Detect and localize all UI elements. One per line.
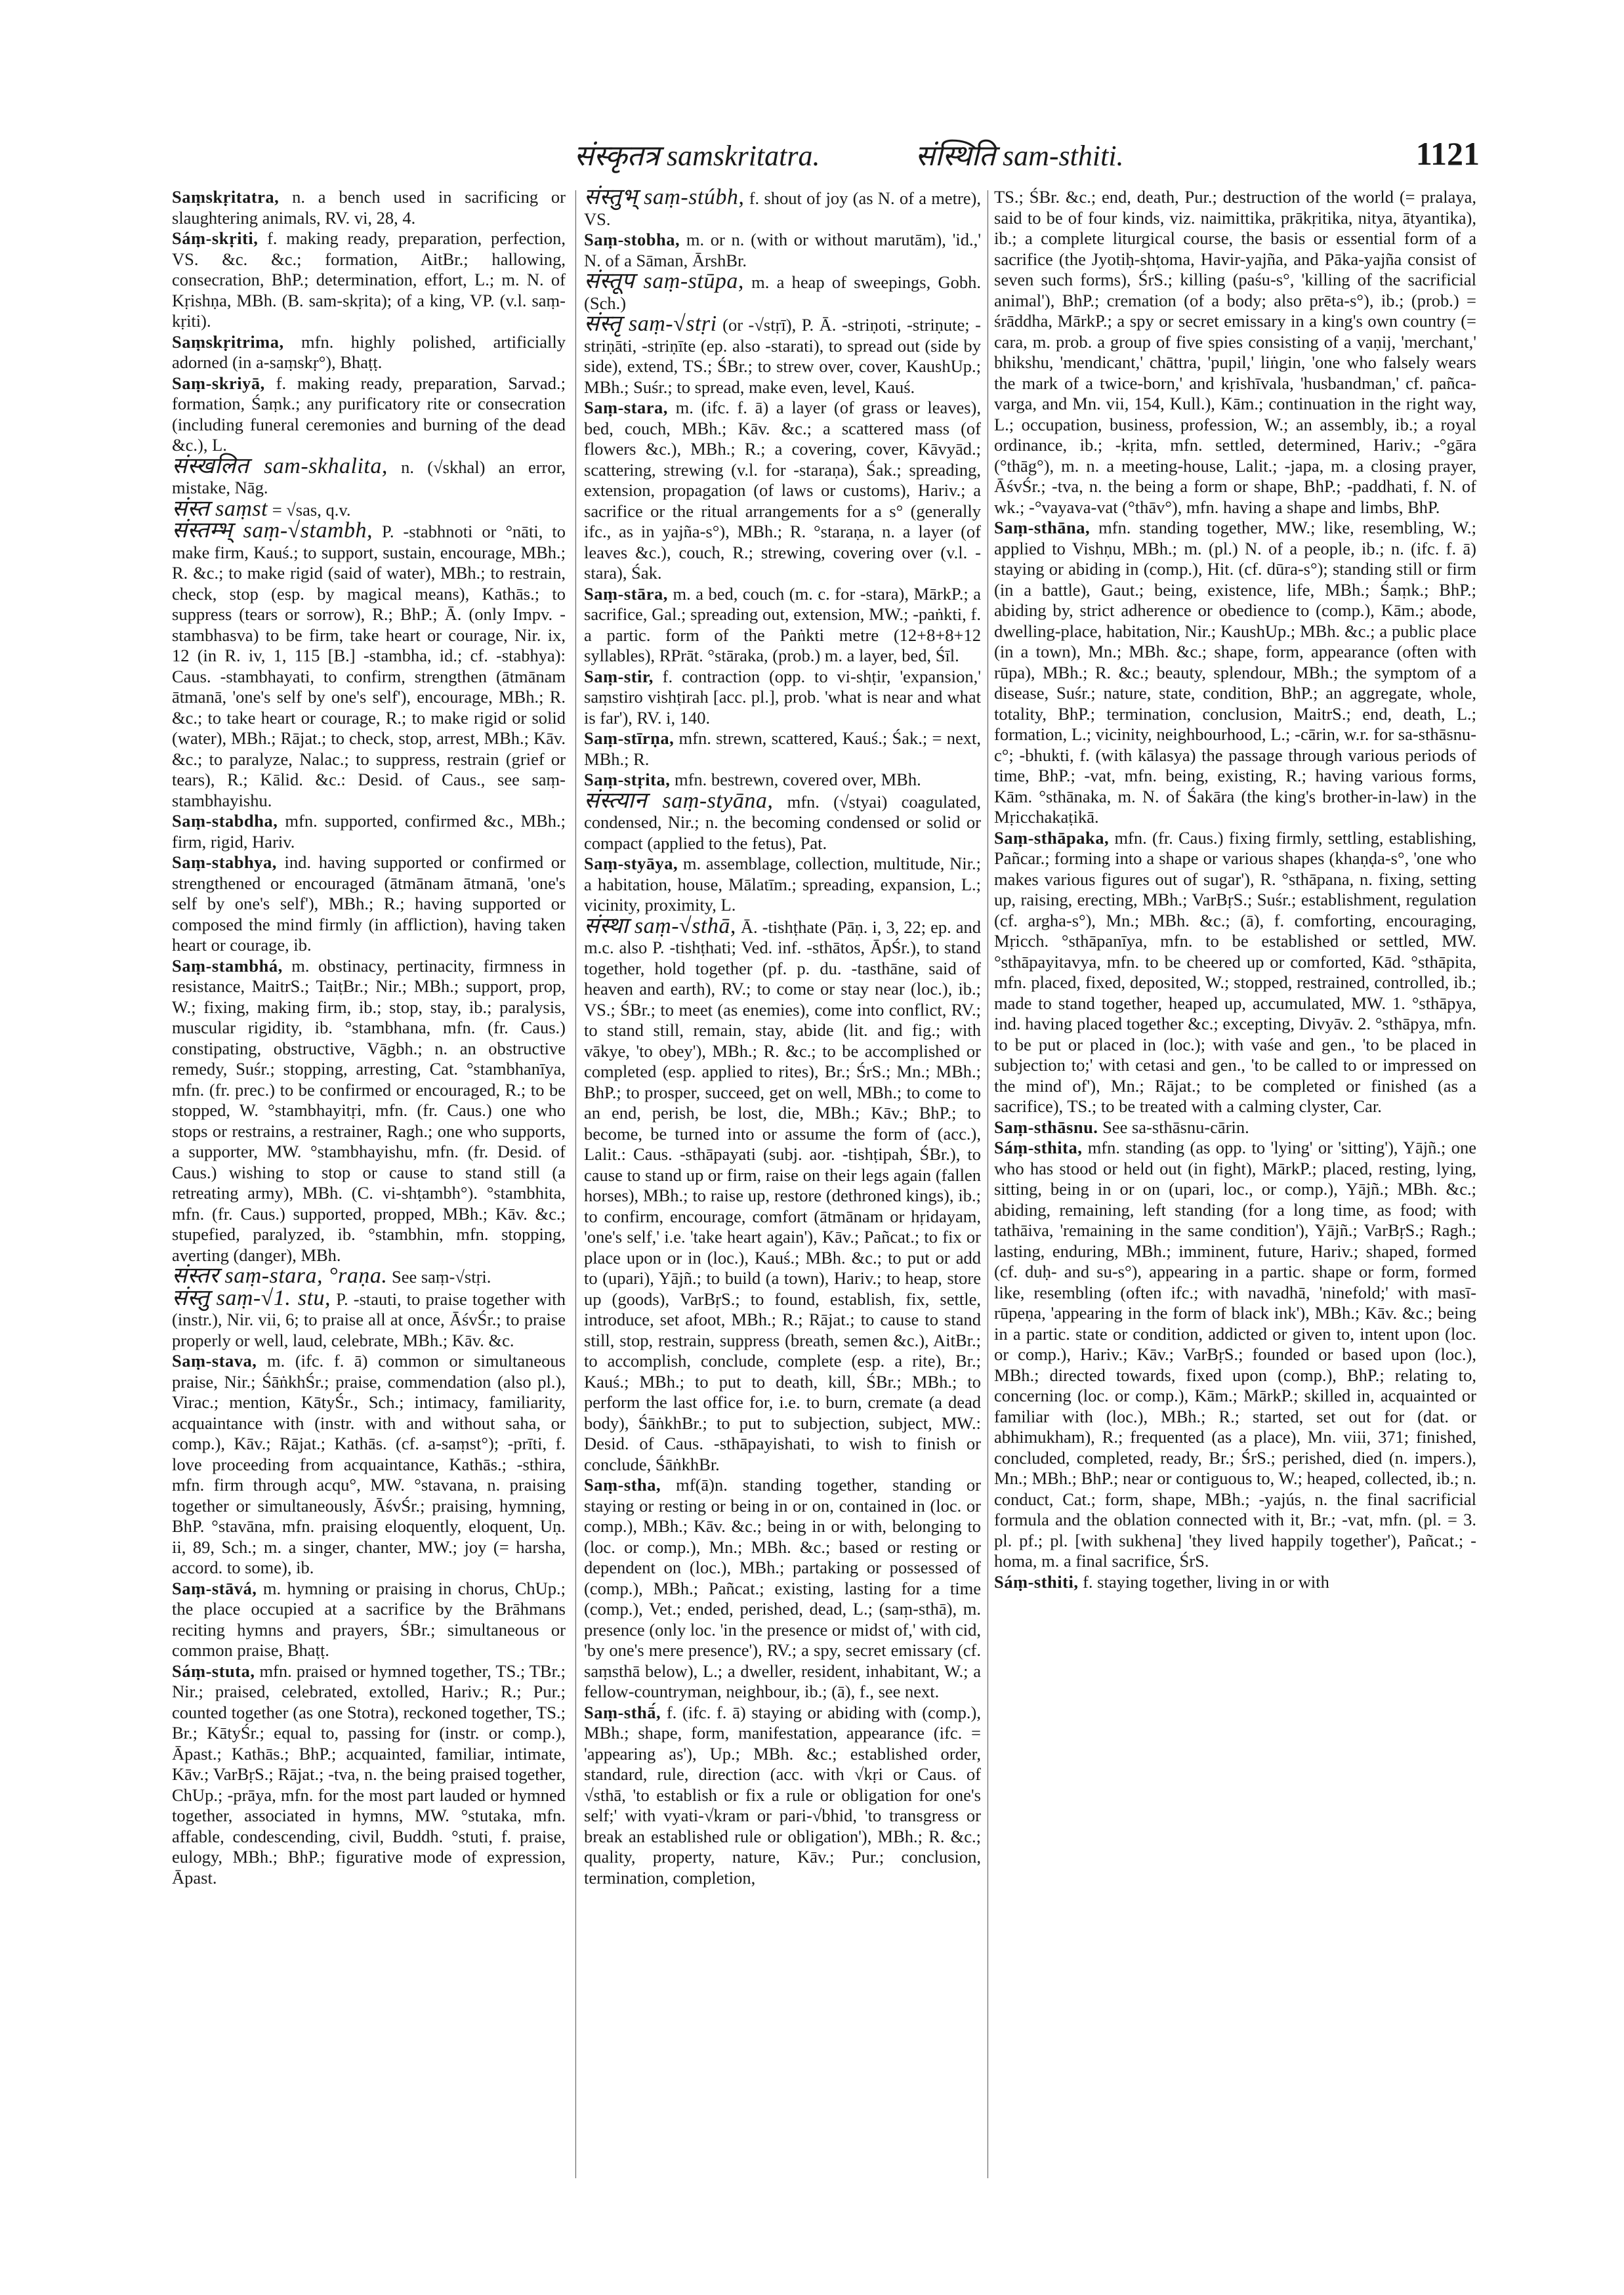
entry-definition: f. (ifc. f. ā) staying or abiding with (comp.), MBh.; shape, form, manifestation, appearance (ifc. = 'appearing as'), Up.; MBh. &c.; established order, standard, rule, direction (acc. with √kṛi or Caus. of √sthā, 'to establish or fix a rule or obligation for one's self;' with vyati-√kram or pari-√bhid, 'to transgress or break an established rule or obligation'), MBh.; R. &c.; quality, property, nature, Kāv.; Pur.; conclusion, termination, completion, [584, 1702, 982, 1888]
entry-definition: f. shout of joy (as N. of a metre), VS. [584, 188, 982, 229]
entry-definition: = √sas, q.v. [272, 499, 351, 520]
entry-headword: संस्तर saṃ-stara, °raṇa. [172, 1264, 388, 1288]
entry-headword: Saṃ-stava, [172, 1351, 257, 1371]
entry-headword: Saṃ-stara, [584, 398, 668, 417]
entry-definition: m. or n. (with or without marutām), 'id.,' N. of a Sāman, ĀrshBr. [584, 230, 981, 270]
entry-headword: Sáṃ-stuta, [172, 1661, 255, 1681]
entry-headword: Saṃ-stambhá, [172, 955, 283, 976]
entry-headword: Saṃ-stāra, [584, 583, 668, 604]
entry-headword: Saṃ-stabhya, [172, 852, 277, 872]
dictionary-entry [172, 956, 566, 1266]
entry-definition: m. (ifc. f. ā) a layer (of grass or leaves), bed, couch, MBh.; Kāv. &c.; a scattered mass (of flowers &c.), MBh.; R.; a covering, cover, Kāvyād.; scattering, strewing (v.l. for -staraṇa), Śak.; spreading, extension, propagation (of laws or customs), Hariv.; a sacrifice or the ritual arrangements for a s° (generally ifc., as in yajña-s°), MBh.; R. °staraṇa, n. a layer (of leaves &c.), couch, R.; strewing, covering over (v.l. -stara), Śak. [584, 398, 982, 583]
entry-definition: m. a heap of sweepings, Gobh. (Sch.) [584, 272, 982, 313]
entry-headword: Saṃ-stha, [584, 1475, 661, 1495]
entry-definition: See sa-sthāsnu-cārin. [1102, 1117, 1249, 1137]
entry-definition: Ā. -tishṭhate (Pāṇ. i, 3, 22; ep. and m.c. also P. -tishṭhati; Ved. inf. -sthātos, ĀpŚr.), to stand together, hold together (pf. p. du. -tasthāne, said of heaven and earth), RV.; to come or stay near (loc.), ib.; VS.; ŚBr.; to meet (as enemies), come into conflict, RV.; to stand still, remain, stay, abide (lit. and fig.; with vākye, 'to obey'), MBh.; R. &c.; to be accomplished or completed (esp. applied to rites), Br.; ŚrS.; Mn.; MBh.; BhP.; to prosper, succeed, get on well, MBh.; to come to an end, perish, be lost, die, MBh.; Kāv.; BhP.; to become, be turned into or assume the form of (acc.), Lalit.: Caus. -sthāpayati (subj. aor. -tishṭipah, ŚBr.), to cause to stand up or firm, raise on their legs again (fallen horses), MBh.; to raise up, restore (dethroned kings), ib.; to confirm, encourage, comfort (ātmānam or hṛidayam, 'one's self,' i.e. 'take heart again'), Kāv.; Pañcat.; to fix or place upon or in (loc.), Kauś.; MBh. &c.; to put or add to (upari), Yājñ.; to build (a town), Hariv.; to heap, store up (goods), VarBṛS.; to found, establish, fix, settle, introduce, set afoot, MBh.; R.; Rājat.; to cause to stand still, stop, restrain, suppress (breath, semen &c.), AitBr.; to accomplish, conclude, complete (esp. a rite), Br.; Kauś.; MBh.; to put to death, kill, ŚBr.; MBh.; to perform the last office for, i.e. to burn, cremate (a dead body), ŚāṅkhBr.; to put to subjection, subject, MW.: Desid. of Caus. -sthāpayishati, to wish to finish or conclude, ŚāṅkhBr. [584, 917, 981, 1474]
entry-headword: Saṃ-stṛita, [584, 770, 671, 789]
entry-definition: m. a bed, couch (m. c. for -stara), MārkP.; a sacrifice, Gal.; spreading out, extension, MW.; -paṅkti, f. a partic. form of the Paṅkti metre (12+8+8+12 syllables), RPrāt. °stāraka, (prob.) m. a layer, bed, Śīl. [584, 583, 981, 665]
page-number: 1121 [1415, 135, 1480, 172]
entry-headword: संस्तु saṃ-√1. stu, [172, 1285, 331, 1310]
entry-headword: Sáṃ-sthita, [994, 1138, 1083, 1157]
running-header [167, 134, 1480, 180]
dictionary-entry [584, 913, 981, 1476]
entry-definition: P. -stauti, to praise together with (instr.), Nir. vii, 6; to praise all at once, ĀśvŚr.; to praise properly or well, laud, celebrate, MBh.; Kāv. &c. [172, 1289, 566, 1350]
dictionary-entry [584, 854, 981, 916]
dictionary-entry [172, 811, 566, 852]
dictionary-entry [584, 1703, 981, 1889]
entry-definition: mfn. bestrewn, covered over, MBh. [674, 770, 921, 789]
entry-headword: Saṃ-sthā́, [584, 1702, 661, 1722]
dictionary-entry [172, 453, 566, 499]
entry-definition: mfn. standing (as opp. to 'lying' or 'sitting'), Yājñ.; one who has stood or held out (in fight), MārkP.; placed, resting, lying, sitting, being in or on (upari, loc., or comp.), Yājñ.; MBh. &c.; abiding, remaining, left standing (for a long time, as food; with tathāiva, 'remaining in the same condition'), Yājñ.; VarBṛS.; Ragh.; lasting, enduring, MBh.; imminent, future, Hariv.; shaped, formed (cf. duḥ- and su-s°), appearing in a partic. shape or form, formed like, resembling (often ifc.; with navadhā, 'ninefold;' with masī-rūpeṇa, 'appearing in the form of black ink'), MBh.; Kāv. &c.; being in a partic. state or condition, addicted or given to, intent upon (loc. or comp.), Hariv.; Kāv.; VarBṛS.; founded or based upon (loc.), MBh.; directed towards, fixed upon (comp.), BhP.; relating to, concerning (loc. or comp.), Kām.; MārkP.; skilled in, acquainted or familiar with (loc.), MBh.; R.; started, set out for (dat. or abhimukham), R.; frequented (as a place), Mn. viii, 371; finished, concluded, completed, ready, Br.; ŚrS.; perished, died (n. impers.), Mn.; MBh.; BhP.; near or contiguous to, W.; heaped, collected, ib.; n. conduct, Cat.; form, shape, MBh.; -yajús, n. the final sacrificial formula and the oblation connected with it, Br.; -vat, mfn. (pl. = 3. pl. pf.; pl. [with sukhena] 'they lived happily together'), Pañcat.; -homa, m. a final sacrifice, ŚrS. [994, 1138, 1477, 1571]
entry-definition: mfn. (fr. Caus.) fixing firmly, settling, establishing, Pañcar.; forming into a shape or various shapes (khaṇḍa-s°, 'one who makes various figures out of sugar'), R. °sthāpana, n. fixing, setting up, raising, erecting, MBh.; VarBṛS.; Suśr.; establishment, regulation (cf. argha-s°), Mn.; MBh. &c.; (ā), f. comforting, encouraging, Mṛicch. °sthāpanīya, mfn. to be established or settled, MW. °sthāpayitavya, mfn. to be cheered up or comforted, Kād. °sthāpita, mfn. placed, fixed, deposited, W.; stopped, restrained, controlled, ib.; made to stand together, heaped up, accumulated, MW. 1. °sthāpya, ind. having placed together &c.; excepting, Divyāv. 2. °sthāpya, mfn. to be put or placed in (loc.); with vaśe and gen., 'to be placed in subjection to;' with cetasi and gen., 'to be called to or impressed on the mind of'), Mn.; Rājat.; to be completed or finished (as a sacrifice), TS.; to be treated with a calming clyster, Car. [994, 827, 1477, 1116]
dictionary-entry [584, 584, 981, 667]
entry-headword: Saṃ-sthāpaka, [994, 827, 1110, 848]
entry-definition: TS.; ŚBr. &c.; end, death, Pur.; destruction of the world (= pralaya, said to be of four kinds, viz. naimittika, prākṛitika, nitya, ātyantika), ib.; a complete liturgical course, the basis or essential form of a sacrifice (the Jyotiḥ-shṭoma, Havir-yajña, and Pāka-yajña consist of seven such forms), ŚrS.; killing (paśu-s°, 'killing of the sacrificial animal'), BhP.; cremation (of a body; also prēta-s°), ib.; (prob.) = śrāddha, MārkP.; a spy or secret emissary in a king's own country (= cara, m. prob. a group of five spies consisting of a vaṇij, 'merchant,' bhikshu, 'mendicant,' chāttra, 'pupil,' liṅgin, 'one who falsely wears the mark of a twice-born,' and kṛishīvala, 'husbandman,' cf. pañca-varga, and Mn. vii, 154, Kull.), Kām.; continuation in the right way, L.; occupation, business, profession, W.; an assembly, ib.; a royal ordinance, ib.; -kṛita, mfn. settled, determined, Hariv.; -°gāra (°thāg°), m. n. a meeting-house, Lalit.; -japa, m. a closing prayer, ĀśvŚr.; -tva, n. the being a form or shape, BhP.; -paddhati, f. N. of wk.; -°vayava-vat (°thāv°), mfn. having a shape and limbs, BhP. [994, 187, 1476, 517]
dictionary-entry [584, 1475, 981, 1703]
entry-definition: mfn. strewn, scattered, Kauś.; Śak.; = next, MBh.; R. [584, 728, 981, 769]
entry-definition: ind. having supported or confirmed or strengthened or encouraged (ātmānam ātmanā, 'one's self by one's self'), MBh.; R.; having supported or composed the mind firmly (in affliction), having taken heart or courage, ib. [172, 852, 566, 955]
dictionary-entry [994, 187, 1476, 518]
entry-definition: mfn. praised or hymned together, TS.; TBr.; Nir.; praised, celebrated, extolled, Hariv.; R.; Pur.; counted together (as one Stotra), reckoned together, TS.; Br.; KātyŚr.; equal to, passing for (instr. or comp.), Āpast.; Kathās.; BhP.; acquainted, familiar, intimate, Kāv.; VarBṛS.; Rājat.; -tva, n. the being praised together, ChUp.; -prāya, mfn. for the most part lauded or hymned together, associated in hymns, MW. °stutaka, mfn. affable, condescending, civil, Buddh. °stuti, f. praise, eulogy, MBh.; BhP.; figurative mode of expression, Āpast. [172, 1661, 566, 1888]
entry-headword: Saṃskṛitrima, [172, 331, 284, 352]
entry-definition: n. (√skhal) an error, mistake, Nāg. [172, 457, 566, 497]
entry-definition: m. assemblage, collection, multitude, Nir.; a habitation, house, Mālatīm.; spreading, expansion, L.; vicinity, proximity, L. [584, 854, 981, 915]
column-right [994, 187, 1476, 1592]
entry-headword: संस्तूप saṃ-stūpa, [584, 269, 744, 293]
entry-headword: Saṃ-stobha, [584, 230, 680, 249]
entry-headword: संस्तम्भ् saṃ-√stambh, [172, 518, 373, 543]
entry-headword: Saṃskṛitatra, [172, 187, 280, 207]
dictionary-entry [172, 852, 566, 956]
entry-headword: संस्त्यान saṃ-styāna, [584, 788, 774, 813]
entry-definition: See saṃ-√stṛi. [391, 1267, 491, 1287]
entry-headword: Sáṃ-sthiti, [994, 1571, 1079, 1592]
entry-headword: Saṃ-stabdha, [172, 811, 278, 831]
header-right-headword: संस्थिति sam-sthiti. [915, 140, 1124, 172]
entry-headword: Saṃ-sthāna, [994, 518, 1091, 537]
entry-definition: mf(ā)n. standing together, standing or staying or resting or being in or on, contained in (loc. or comp.), MBh.; Kāv. &c.; being in or with, belonging to (loc. or comp.), Mn.; MBh. &c.; based or resting or dependent on (loc.), MBh.; partaking or possessed of (comp.), MBh.; Pañcat.; existing, lasting for a time (comp.), Vet.; ended, perished, dead, L.; (saṃ-sthā), m. presence (only loc. 'in the presence or midst of,' with cid, 'by one's mere presence'), RV.; a spy, secret emissary (cf. saṃsthā below), L.; a dweller, resident, inhabitant, W.; a fellow-countryman, neighbour, ib.; (ā), f., see next. [584, 1475, 981, 1701]
column-left [172, 187, 566, 1888]
column-middle [584, 187, 981, 1888]
entry-headword: Sáṃ-skṛiti, [172, 228, 259, 248]
dictionary-entry [172, 332, 566, 373]
dictionary-entry [584, 314, 981, 398]
dictionary-entry [584, 271, 981, 314]
entry-definition: m. obstinacy, pertinacity, firmness in resistance, MaitrS.; TaiṭBr.; Nir.; MBh.; support, prop, W.; fixing, making firm, ib.; stop, stay, ib.; paralysis, muscular rigidity, ib. °stambhana, mfn. (fr. Caus.) constipating, obstructive, Vāgbh.; n. an obstructive remedy, Suśr.; stopping, arresting, Cat. °stambhanīya, mfn. (fr. prec.) to be confirmed or encouraged, R.; to be stopped, W. °stambhayitṛi, mfn. (fr. Caus.) one who stops or restrains, a restrainer, Ragh.; one who supports, a supporter, MW. °stambhayishu, mfn. (fr. Desid. of Caus.) wishing to stop or cause to stand still (a retreating army), MBh. (C. vi-shṭambh°). °stambhita, mfn. (fr. Caus.) supported, propped, MBh.; Kāv. &c.; stupefied, paralyzed, ib. °stambhin, mfn. stopping, averting (danger), MBh. [172, 955, 566, 1265]
dictionary-entry [584, 187, 981, 230]
entry-definition: P. -stabhnoti or °nāti, to make firm, Kauś.; to support, sustain, encourage, MBh.; R. &c.; to make rigid (said of water), MBh.; to restrain, check, stop (esp. by magical means), Kathās.; to suppress (tears or sorrow), R.; BhP.; Ā. (only Impv. -stambhasva) to be firm, take heart or courage, Nir. ix, 12 (in R. iv, 1, 115 [B.] -stambha, id.; cf. -stabhya): Caus. -stambhayati, to confirm, strengthen (ātmānam ātmanā, 'one's self by one's self'), encourage, MBh.; R. &c.; to take heart or courage, R.; to make rigid or solid (water), MBh.; Rājat.; to check, stop, arrest, MBh.; Kāv. &c.; to paralyze, Nalac.; to suppress, restrain (grief or tears), R.; Kālid. &c.: Desid. of Caus., see saṃ-stambhayishu. [172, 522, 566, 810]
entry-headword: संस्था saṃ-√sthā, [584, 913, 736, 938]
dictionary-entry [172, 1285, 566, 1352]
dictionary-entry [172, 373, 566, 456]
column-divider [575, 190, 576, 2178]
dictionary-entry [994, 1572, 1476, 1593]
entry-headword: संस्त saṃst [172, 496, 268, 521]
entry-definition: n. a bench used in sacrificing or slaughtering animals, RV. vi, 28, 4. [172, 187, 566, 228]
dictionary-entry [994, 1138, 1476, 1572]
dictionary-entry [584, 398, 981, 584]
entry-definition: m. (ifc. f. ā) common or simultaneous praise, Nir.; ŚāṅkhŚr.; praise, commendation (also pl.), Virac.; mention, KātyŚr., Sch.; intimacy, familiarity, acquaintance with (instr. with and without saha, or comp.), Kāv.; Rājat.; Kathās. (cf. a-saṃst°); -prīti, f. love proceeding from acquaintance, Kathās.; -sthira, mfn. firm through acqu°, MW. °stavana, n. praising together or simultaneously, ĀśvŚr.; praising, hymning, BhP. °stavāna, mfn. praising eloquently, eloquent, Uṇ. ii, 89, Sch.; m. a singer, chanter, MW.; joy (= harsha, accord. to some), ib. [172, 1351, 566, 1577]
entry-definition: mfn. highly polished, artificially adorned (in a-saṃskṛ°), Bhaṭṭ. [172, 331, 566, 372]
entry-definition: mfn. standing together, MW.; like, resembling, W.; applied to Vishṇu, MBh.; m. (pl.) N. of a people, ib.; n. (ifc. f. ā) staying or abiding in (comp.), Hit. (cf. dūra-s°); standing still or firm (in a battle), Gaut.; being, existence, life, MBh.; Śaṃk.; BhP.; abiding by, strict adherence or obedience to (comp.), Kām.; abode, dwelling-place, habitation, Nir.; KaushUp.; MBh. &c.; a public place (in a town), Mn.; MBh. &c.; shape, form, appearance (often with rūpa), MBh.; R. &c.; beauty, splendour, MBh.; the symptom of a disease, Suśr.; nature, state, condition, BhP.; an aggregate, whole, totality, BhP.; termination, conclusion, MaitrS.; end, death, L.; formation, L.; vicinity, neighbourhood, L.; -cārin, w.r. for sa-sthāsnu-c°; -bhukti, f. (with kālasya) the passage through various periods of time, BhP.; -vat, mfn. being, existing, R.; having various forms, Kām. °sthānaka, m. N. of Śakāra (the king's brother-in-law) in the Mṛicchakaṭikā. [994, 518, 1476, 827]
dictionary-entry [172, 520, 566, 811]
dictionary-entry [172, 228, 566, 332]
dictionary-entry [172, 1266, 566, 1288]
dictionary-entry [584, 230, 981, 271]
entry-headword: Saṃ-skriyā, [172, 373, 265, 393]
entry-headword: Saṃ-styāya, [584, 854, 678, 873]
dictionary-entry [994, 1117, 1476, 1138]
entry-definition: f. making ready, preparation, Sarvad.; formation, Śaṃk.; any purificatory rite or consecration (including funeral ceremonies and burning of the dead &c.), L. [172, 373, 566, 455]
dictionary-entry [172, 187, 566, 228]
entry-definition: m. hymning or praising in chorus, ChUp.; the place occupied at a sacrifice by the Brāhmans reciting hymns and prayers, ŚBr.; simultaneous or common praise, Bhaṭṭ. [172, 1578, 566, 1660]
dictionary-entry [584, 788, 981, 854]
entry-definition: f. making ready, preparation, perfection, VS. &c. &c.; formation, AitBr.; hallowing, consecration, BhP.; determination, effort, L.; m. N. of Kṛishṇa, MBh. (B. sam-skṛita); of a king, VP. (v.l. saṃ-kṛiti). [172, 228, 566, 331]
entry-headword: Saṃ-stāvá, [172, 1578, 257, 1598]
dictionary-entry [584, 728, 981, 770]
header-left-headword: संस्कृतत्र samskritatra. [574, 140, 820, 172]
dictionary-entry [584, 667, 981, 729]
entry-definition: mfn. (√styai) coagulated, condensed, Nir.; n. the becoming condensed or solid or compact (applied to the fetus), Pat. [584, 791, 981, 853]
dictionary-entry [994, 828, 1476, 1117]
dictionary-entry [584, 770, 981, 791]
entry-headword: संस्खलित sam-skhalita, [172, 453, 388, 478]
dictionary-entry [172, 1351, 566, 1579]
entry-definition: (or -√stṛī), P. Ā. -striṇoti, -striṇute; -striṇāti, -striṇīte (ep. also -starati), to spread out (side by side), extend, TS.; ŚBr.; to strew over, cover, KaushUp.; MBh.; Suśr.; to spread, make even, level, Kauś. [584, 315, 982, 397]
entry-definition: f. contraction (opp. to vi-shṭir, 'expansion,' saṃstiro vishṭirah [acc. pl.], prob. 'what is near and what is far'), RV. i, 140. [584, 666, 981, 728]
entry-headword: Saṃ-stir, [584, 666, 654, 686]
entry-headword: Saṃ-stīrṇa, [584, 728, 675, 748]
entry-headword: संस्तुभ् saṃ-stúbh, [584, 185, 745, 209]
entry-definition: mfn. supported, confirmed &c., MBh.; firm, rigid, Hariv. [172, 811, 566, 852]
entry-definition: f. staying together, living in or with [1083, 1571, 1329, 1592]
dictionary-entry [172, 1661, 566, 1889]
entry-headword: संस्तृ saṃ-√stṛi [584, 312, 717, 336]
dictionary-entry [172, 496, 566, 521]
dictionary-entry [172, 1579, 566, 1661]
dictionary-entry [994, 518, 1476, 828]
entry-headword: Saṃ-sthāsnu. [994, 1117, 1098, 1137]
